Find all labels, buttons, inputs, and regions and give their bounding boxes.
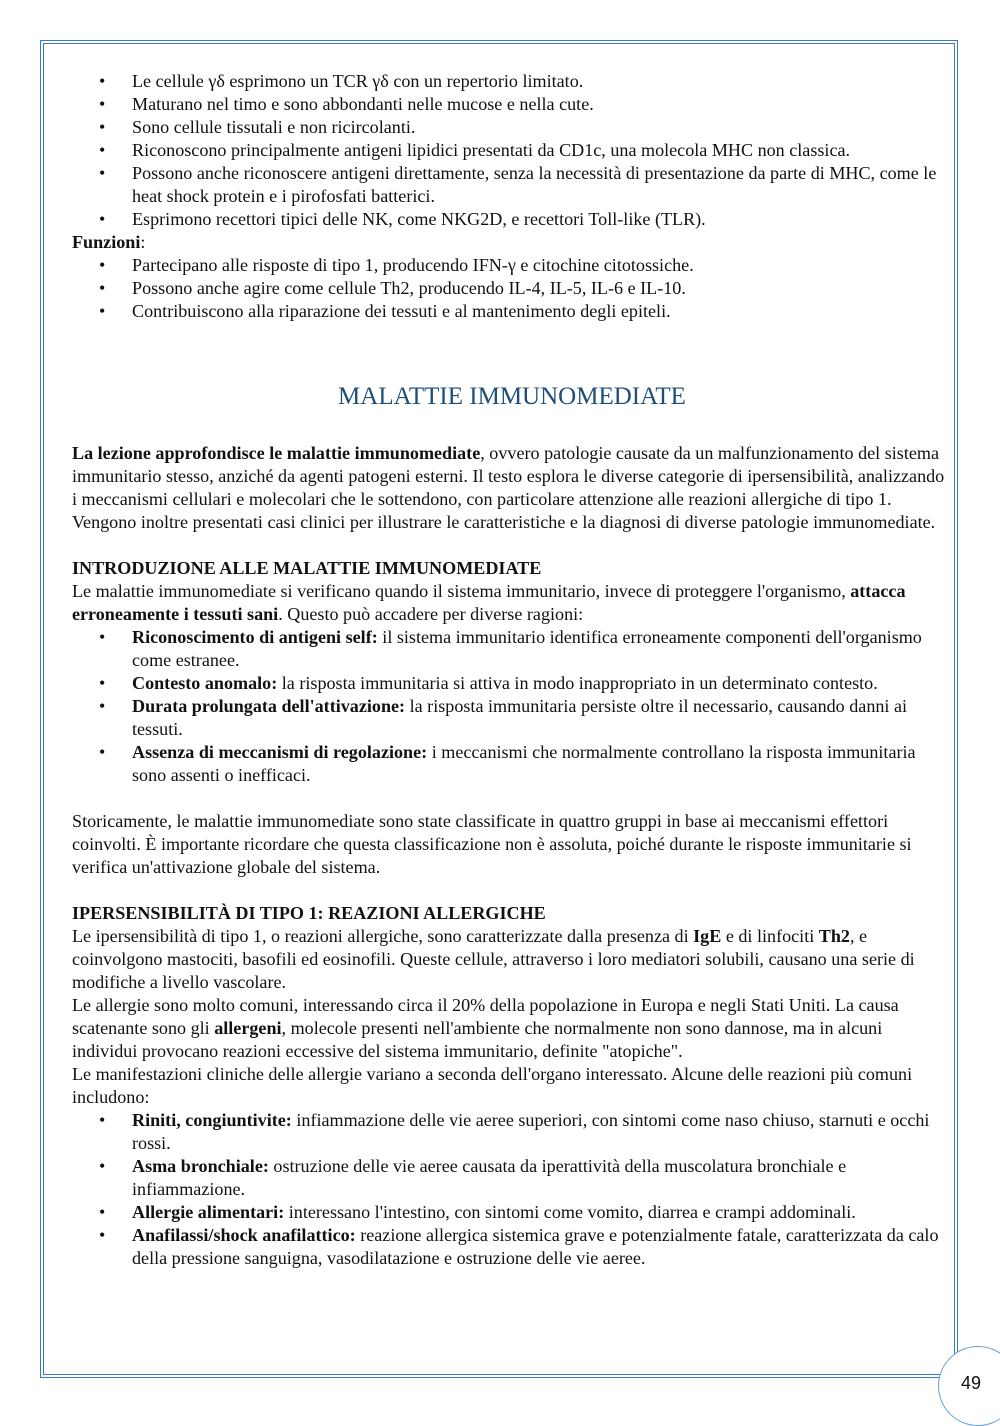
- page-content: [72, 70, 952, 1270]
- list-item: [72, 1201, 952, 1224]
- item-bold: Riniti, congiuntivite:: [132, 1110, 292, 1130]
- subsection-paragraph: [72, 580, 952, 626]
- item-text: ostruzione delle vie aeree causata da iperattività della muscolatura bronchiale e infiammazione.: [132, 1156, 847, 1199]
- item-bold: Riconoscimento di antigeni self:: [132, 627, 378, 647]
- allergy-paragraph-1: [72, 925, 952, 994]
- list-item: [72, 1224, 952, 1270]
- spacer: [72, 787, 952, 810]
- page-number: 49: [961, 1373, 982, 1393]
- list-item: • Riconoscono principalmente antigeni lipidici presentati da CD1c, una molecola MHC non classica.: [72, 139, 952, 162]
- funzioni-label-line: [72, 231, 952, 254]
- funzioni-bullet-list: [72, 254, 952, 323]
- intro-bold: La lezione approfondisce le malattie immunomediate: [72, 443, 481, 463]
- gamma-delta-bullet-list: [72, 70, 952, 231]
- bold-span: IgE: [693, 926, 722, 946]
- item-text: i meccanismi che normalmente controllano la risposta immunitaria sono assenti o inefficaci.: [132, 742, 916, 785]
- intro-paragraph: [72, 442, 952, 534]
- item-bold: Anafilassi/shock anafilattico:: [132, 1225, 356, 1245]
- intro-text: , ovvero patologie causate da un malfunzionamento del sistema immunitario stesso, anziché da agenti patogeni esterni. Il testo esplora le diverse categorie di ipersensibilità, analizzando i meccanismi cellulari e molecolari che le sottendono, con particolare attenzione alle reazioni allergiche di tipo 1. Vengono inoltre presentati casi clinici per illustrare le caratteristiche e la diagnosi di diverse patologie immunomediate.: [72, 443, 945, 532]
- spacer: [72, 534, 952, 557]
- section-heading: MALATTIE IMMUNOMEDIATE: [338, 383, 686, 410]
- list-item: • Partecipano alle risposte di tipo 1, producendo IFN-γ e citochine citotossiche.: [72, 254, 952, 277]
- list-item: [72, 695, 952, 741]
- item-bold: Assenza di meccanismi di regolazione:: [132, 742, 428, 762]
- list-item: • Contribuiscono alla riparazione dei tessuti e al mantenimento degli epiteli.: [72, 300, 952, 323]
- allergy-bullet-list: [72, 1109, 952, 1270]
- subsection-title: IPERSENSIBILITÀ DI TIPO 1: REAZIONI ALLERGICHE: [72, 903, 546, 923]
- item-text: la risposta immunitaria si attiva in modo inappropriato in un determinato contesto.: [277, 673, 878, 693]
- list-item: • Esprimono recettori tipici delle NK, come NKG2D, e recettori Toll-like (TLR).: [72, 208, 952, 231]
- text-span: Le malattie immunomediate si verificano quando il sistema immunitario, invece di proteggere l'organismo,: [72, 581, 851, 601]
- funzioni-label: Funzioni: [72, 232, 141, 252]
- bold-span: allergeni: [214, 1018, 282, 1038]
- bold-span: Th2: [818, 926, 850, 946]
- list-item: • Le cellule γδ esprimono un TCR γδ con un repertorio limitato.: [72, 70, 952, 93]
- item-bold: Durata prolungata dell'attivazione:: [132, 696, 406, 716]
- list-item: [72, 1109, 952, 1155]
- text-span: Le ipersensibilità di tipo 1, o reazioni allergiche, sono caratterizzate dalla presenza di: [72, 926, 694, 946]
- list-item: • Possono anche riconoscere antigeni direttamente, senza la necessità di presentazione da parte di MHC, come le heat shock protein e i pirofosfati batterici.: [72, 162, 952, 208]
- item-text: reazione allergica sistemica grave e potenzialmente fatale, caratterizzata da calo della pressione sanguigna, vasodilatazione e ostruzione delle vie aeree.: [132, 1225, 939, 1268]
- item-bold: Allergie alimentari:: [132, 1202, 285, 1222]
- classification-paragraph: Storicamente, le malattie immunomediate sono state classificate in quattro gruppi in base ai meccanismi effettori coinvolti. È importante ricordare che questa classificazione non è assoluta, poiché durante le risposte immunitarie si verifica un'attivazione globale del sistema.: [72, 811, 912, 877]
- list-item: • Sono cellule tissutali e non ricircolanti.: [72, 116, 952, 139]
- item-bold: Asma bronchiale:: [132, 1156, 269, 1176]
- list-item: [72, 672, 952, 695]
- subsection-title: INTRODUZIONE ALLE MALATTIE IMMUNOMEDIATE: [72, 558, 542, 578]
- text-span: Le allergie sono molto comuni, interessando circa il 20% della popolazione in Europa e negli Stati Uniti. La causa scatenante sono gli: [72, 995, 899, 1038]
- bold-span: attacca erroneamente i tessuti sani: [72, 581, 906, 624]
- funzioni-colon: :: [140, 232, 146, 252]
- item-text: interessano l'intestino, con sintomi come vomito, diarrea e crampi addominali.: [284, 1202, 856, 1222]
- allergy-paragraph-3: Le manifestazioni cliniche delle allergie variano a seconda dell'organo interessato. Alcune delle reazioni più comuni includono:: [72, 1064, 913, 1107]
- item-text: il sistema immunitario identifica erroneamente componenti dell'organismo come estranee.: [132, 627, 922, 670]
- list-item: [72, 1155, 952, 1201]
- allergy-paragraph-2: [72, 994, 952, 1063]
- text-span: e di linfociti: [721, 926, 819, 946]
- text-span: . Questo può accadere per diverse ragioni:: [278, 604, 584, 624]
- list-item: [72, 626, 952, 672]
- spacer: [72, 879, 952, 902]
- text-span: , e coinvolgono mastociti, basofili ed eosinofili. Queste cellule, attraverso i loro mediatori solubili, causano una serie di modifiche a livello vascolare.: [72, 926, 915, 992]
- list-item: • Possono anche agire come cellule Th2, producendo IL-4, IL-5, IL-6 e IL-10.: [72, 277, 952, 300]
- reasons-bullet-list: [72, 626, 952, 787]
- item-text: infiammazione delle vie aeree superiori, con sintomi come naso chiuso, starnuti e occhi rossi.: [132, 1110, 930, 1153]
- list-item: • Maturano nel timo e sono abbondanti nelle mucose e nella cute.: [72, 93, 952, 116]
- item-bold: Contesto anomalo:: [132, 673, 278, 693]
- text-span: , molecole presenti nell'ambiente che normalmente non sono dannose, ma in alcuni individui provocano reazioni eccessive del sistema immunitario, definite "atopiche".: [72, 1018, 883, 1061]
- item-text: la risposta immunitaria persiste oltre il necessario, causando danni ai tessuti.: [132, 696, 908, 739]
- list-item: [72, 741, 952, 787]
